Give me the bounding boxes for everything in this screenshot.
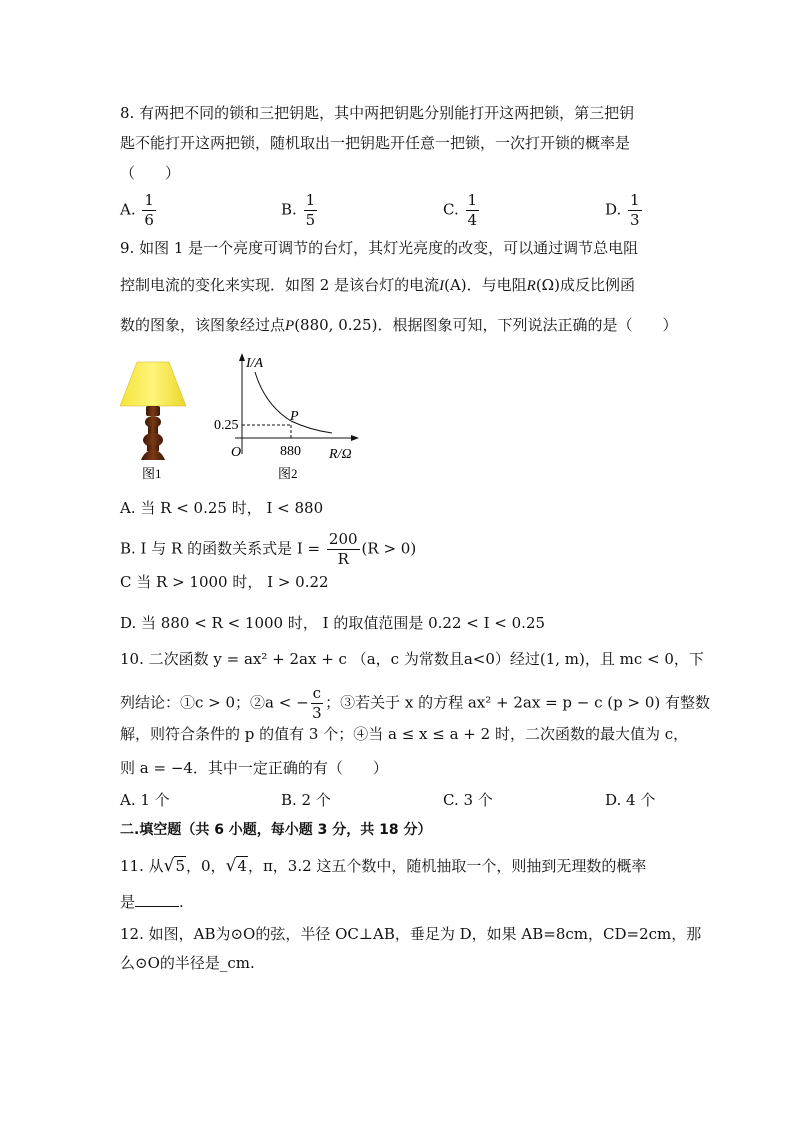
fraction — [311, 686, 323, 721]
q10-option-a: A. 1 个 — [120, 791, 170, 809]
numerator: 1 — [305, 191, 316, 209]
lamp-stem — [148, 426, 158, 434]
q12-line2: 么⊙O的半径是_cm. — [120, 954, 255, 972]
current-resistance-graph — [205, 350, 365, 488]
numerator: 200 — [328, 530, 358, 548]
radical-sign: √ — [163, 856, 175, 876]
text: 列结论：①c > 0；②a < − — [120, 693, 309, 712]
point-label: P — [290, 409, 299, 424]
denominator: 4 — [467, 211, 478, 229]
denominator: 6 — [144, 211, 154, 229]
x-axis-arrow — [351, 435, 359, 441]
text: 数的图象，该图象经过点 — [120, 316, 286, 334]
q9-line2 — [120, 275, 635, 296]
radical-sign: √ — [225, 856, 237, 876]
q9-option-a: A. 当 R < 0.25 时， I < 880 — [120, 499, 324, 517]
lamp-neck — [146, 406, 160, 416]
radicand: 5 — [175, 857, 186, 875]
fraction — [142, 193, 156, 228]
q12-line1: 12. 如图，AB为⊙O的弦，半径 OC⊥AB，垂足为 D，如果 AB=8cm，CD=2cm，那 — [120, 925, 702, 943]
option-label: B. — [281, 200, 297, 219]
y-axis-arrow — [239, 353, 245, 361]
numerator: 1 — [144, 191, 154, 209]
fig2-caption: 图2 — [278, 466, 298, 481]
q10-line2 — [120, 686, 710, 721]
numerator: c — [312, 684, 322, 702]
q10-line4: 则 a = −4．其中一定正确的有（ ） — [120, 759, 388, 777]
radicand: 4 — [237, 857, 247, 875]
text: . — [179, 893, 184, 911]
y-tick-label: 0.25 — [214, 418, 239, 433]
q9-option-c: C 当 R > 1000 时， I > 0.22 — [120, 573, 329, 591]
text: 控制电流的变化来实现．如图 2 是该台灯的电流 — [120, 276, 440, 294]
text: ，π，3.2 这五个数中，随机抽取一个，则抽到无理数的概率 — [247, 857, 647, 875]
option-label: C. — [443, 200, 459, 219]
fraction — [628, 193, 642, 228]
lamp-bulge — [143, 433, 163, 447]
text: 是 — [120, 893, 136, 911]
q8-answer-paren: （ ） — [120, 164, 181, 182]
lamp-shade — [120, 362, 186, 406]
q10-line3: 解，则符合条件的 p 的值有 3 个；④当 a ≤ x ≤ a + 2 时，二次函数的最大值为 c， — [120, 725, 689, 743]
fraction — [466, 193, 480, 228]
denominator: 3 — [630, 211, 640, 229]
option-label: D. — [605, 200, 622, 219]
option-label: A. — [120, 200, 136, 219]
q8-option-a — [120, 193, 158, 228]
q10-option-d: D. 4 个 — [605, 791, 656, 809]
numerator: 1 — [467, 191, 478, 209]
q8-line2: 匙不能打开这两把锁，随机取出一把钥匙开任意一把锁，一次打开锁的概率是 — [120, 134, 631, 152]
x-axis-label: R/Ω — [329, 447, 352, 462]
text: (880, 0.25)．根据图象可知，下列说法正确的是（ ） — [294, 316, 678, 334]
q10-line1: 10. 二次函数 y = ax² + 2ax + c （a，c 为常数且a<0）经过(1, m)，且 mc < 0，下 — [120, 650, 704, 668]
numerator: 1 — [630, 191, 640, 209]
text: (R > 0) — [361, 539, 417, 558]
q10-option-b: B. 2 个 — [281, 791, 331, 809]
q8-option-d — [605, 193, 644, 228]
q9-line1: 9. 如图 1 是一个亮度可调节的台灯，其灯光亮度的改变，可以通过调节总电阻 — [120, 239, 639, 257]
fraction — [304, 193, 318, 228]
y-axis-label: I/A — [246, 356, 264, 371]
origin-label: O — [231, 445, 242, 460]
q11-line1 — [120, 856, 646, 876]
q9-line3 — [120, 315, 677, 336]
q8-line1: 8. 有两把不同的锁和三把钥匙，其中两把钥匙分别能打开这两把锁，第三把钥 — [120, 104, 635, 122]
symbol: R — [526, 278, 536, 294]
q9-option-d: D. 当 880 < R < 1000 时， I 的取值范围是 0.22 < I < 0.25 — [120, 614, 546, 632]
denominator: R — [337, 550, 349, 568]
lamp-base — [141, 450, 165, 460]
x-tick-label: 880 — [280, 444, 301, 459]
fig1-caption: 图1 — [142, 466, 162, 481]
fraction — [327, 532, 360, 567]
q8-option-b — [281, 193, 319, 228]
symbol: P — [285, 318, 295, 334]
denominator: 5 — [305, 211, 316, 229]
text: ；③若关于 x 的方程 ax² + 2ax = p − c (p > 0) 有整数 — [325, 693, 711, 712]
answer-blank[interactable] — [135, 892, 179, 907]
text: (Ω)成反比例函 — [535, 276, 635, 294]
q10-option-c: C. 3 个 — [443, 791, 493, 809]
lamp-figure — [115, 360, 195, 485]
text: 11. 从 — [120, 857, 164, 875]
symbol: I — [439, 278, 445, 294]
text: B. I 与 R 的函数关系式是 I = — [120, 539, 321, 558]
denominator: 3 — [312, 704, 322, 722]
text: ，0， — [186, 857, 226, 875]
section-heading: 二.填空题（共 6 小题，每小题 3 分，共 18 分） — [120, 822, 432, 838]
q9-option-b — [120, 532, 416, 567]
q11-line2 — [120, 892, 184, 912]
q8-option-c — [443, 193, 481, 228]
text: (A)．与电阻 — [444, 276, 527, 294]
